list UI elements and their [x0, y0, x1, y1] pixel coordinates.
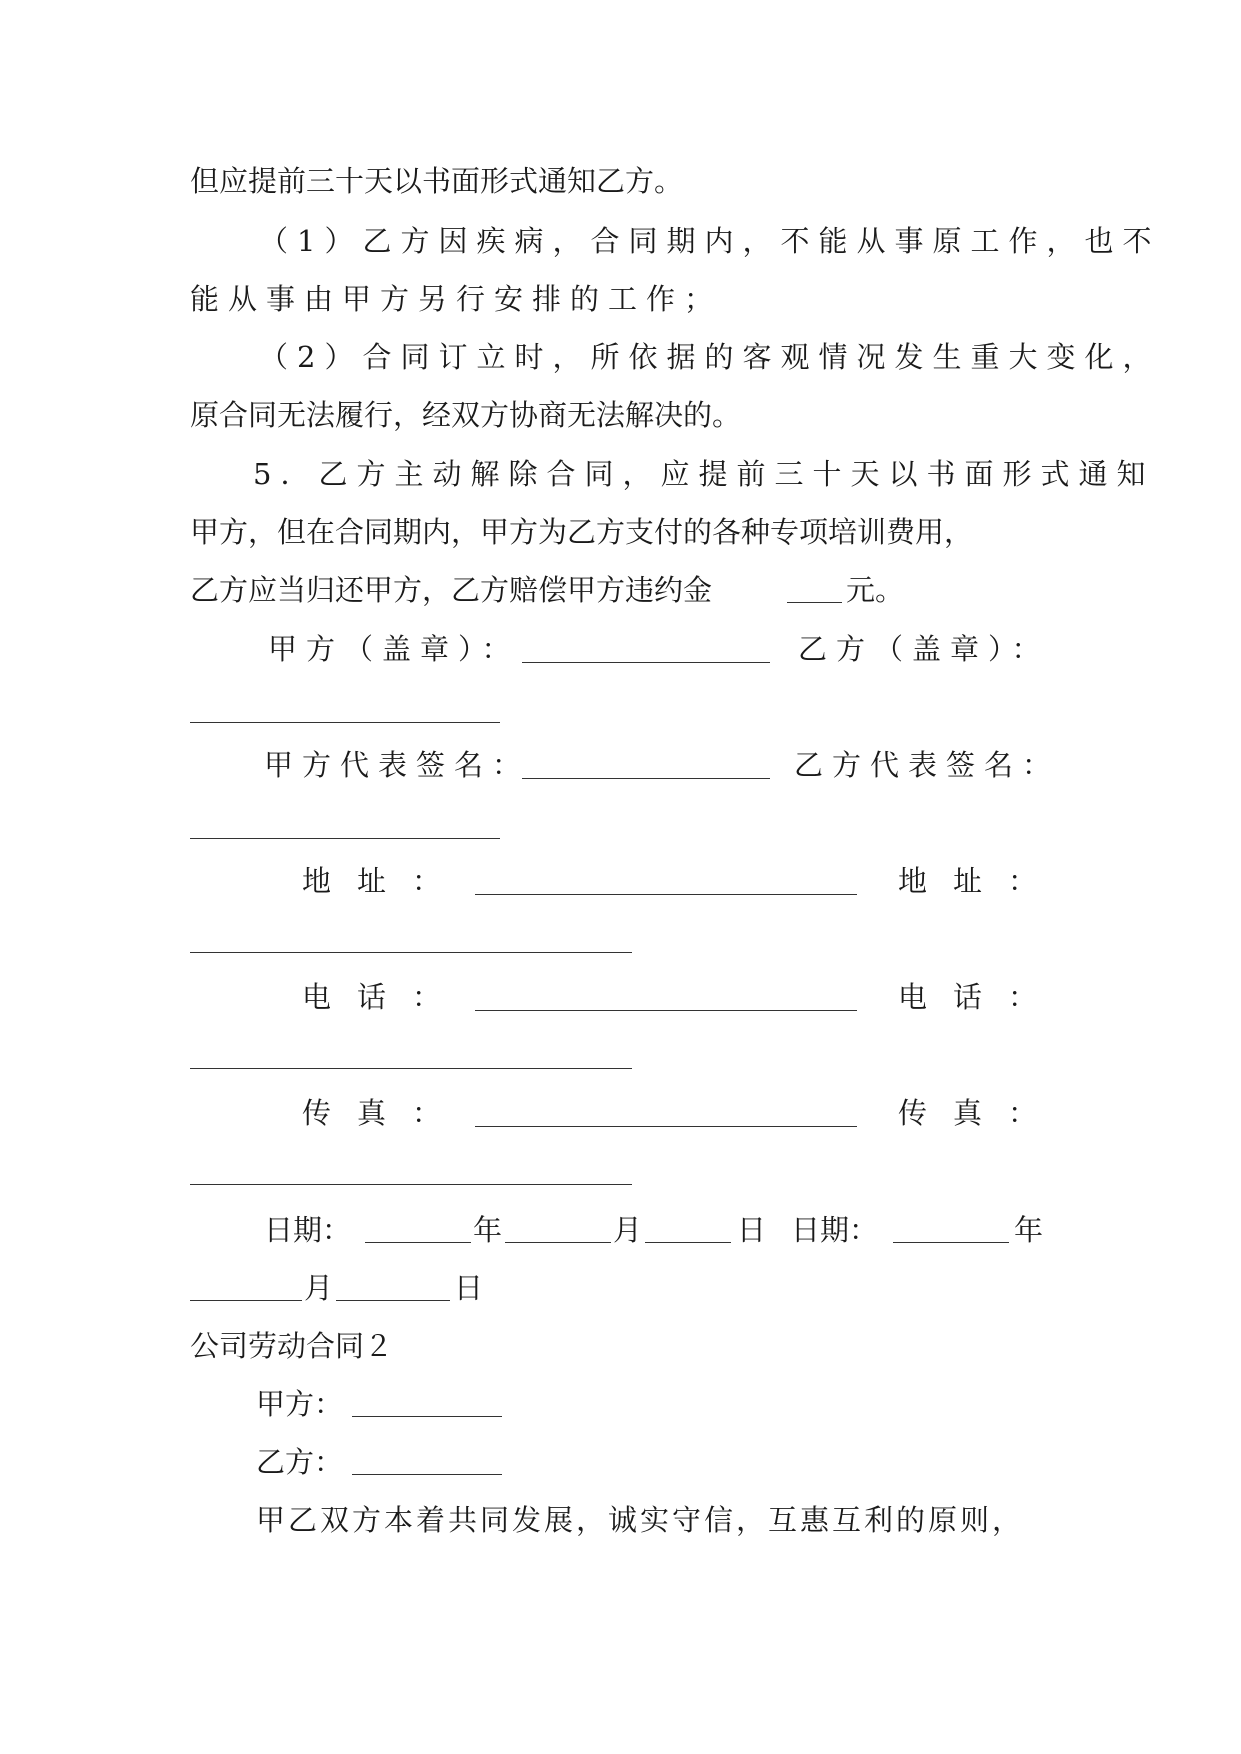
contract-2-intro: 甲乙双方本着共同发展，诚实守信，互惠互利的原则，: [256, 1503, 1025, 1537]
party-b-address-label: 地址：: [898, 864, 1064, 898]
day-label: 日: [737, 1213, 767, 1247]
contract-2-party-b-blank[interactable]: [352, 1474, 502, 1475]
contract-2-party-a-label: 甲方：: [256, 1387, 344, 1421]
party-b-seal-blank[interactable]: [190, 722, 500, 723]
paragraph-line: 乙方应当归还甲方，乙方赔偿甲方违约金: [190, 573, 713, 607]
paragraph-line: 甲方，但在合同期内，甲方为乙方支付的各种专项培训费用，: [190, 515, 974, 549]
paragraph-line: （2）合同订立时，所依据的客观情况发生重大变化，: [259, 340, 1161, 374]
party-a-phone-label: 电话：: [302, 980, 468, 1014]
party-b-phone-label: 电话：: [898, 980, 1064, 1014]
paragraph-line: 5．乙方主动解除合同，应提前三十天以书面形式通知: [253, 457, 1155, 491]
day-label: 日: [454, 1271, 484, 1305]
party-b-month-blank[interactable]: [190, 1300, 302, 1301]
year-label: 年: [1014, 1213, 1044, 1247]
paragraph-line: 原合同无法履行，经双方协商无法解决的。: [190, 398, 742, 432]
party-b-date-label: 日期：: [791, 1213, 879, 1247]
party-a-seal-blank[interactable]: [522, 662, 770, 663]
party-a-address-blank[interactable]: [475, 894, 857, 895]
party-b-address-blank[interactable]: [190, 952, 632, 953]
month-label: 月: [613, 1213, 643, 1247]
party-a-year-blank[interactable]: [365, 1242, 471, 1243]
party-b-fax-label: 传真：: [898, 1096, 1064, 1130]
penalty-amount-blank[interactable]: [787, 602, 842, 603]
party-b-rep-blank[interactable]: [190, 838, 500, 839]
paragraph-line-end: 元。: [846, 573, 905, 607]
party-a-date-label: 日期：: [264, 1213, 352, 1247]
party-a-address-label: 地址：: [302, 864, 468, 898]
party-b-phone-blank[interactable]: [190, 1068, 632, 1069]
party-a-fax-blank[interactable]: [475, 1126, 857, 1127]
party-a-seal-label: 甲方（盖章）：: [268, 632, 520, 666]
party-b-seal-label: 乙方（盖章）：: [798, 632, 1050, 666]
party-b-rep-label: 乙方代表签名：: [794, 748, 1061, 782]
party-b-fax-blank[interactable]: [190, 1184, 632, 1185]
party-a-day-blank[interactable]: [645, 1242, 731, 1243]
paragraph-line: 能从事由甲方另行安排的工作；: [190, 282, 723, 316]
contract-2-party-a-blank[interactable]: [352, 1416, 502, 1417]
party-a-rep-blank[interactable]: [522, 778, 770, 779]
party-a-phone-blank[interactable]: [475, 1010, 857, 1011]
party-a-rep-label: 甲方代表签名：: [264, 748, 531, 782]
party-b-day-blank[interactable]: [336, 1300, 450, 1301]
year-label: 年: [473, 1213, 503, 1247]
contract-2-title: 公司劳动合同２: [190, 1329, 394, 1363]
paragraph-line: （1）乙方因疾病，合同期内，不能从事原工作，也不: [259, 224, 1161, 258]
party-a-fax-label: 传真：: [302, 1096, 468, 1130]
party-a-month-blank[interactable]: [505, 1242, 611, 1243]
contract-2-party-b-label: 乙方：: [256, 1445, 344, 1479]
party-b-year-blank[interactable]: [893, 1242, 1009, 1243]
paragraph-line: 但应提前三十天以书面形式通知乙方。: [190, 164, 684, 198]
month-label: 月: [304, 1271, 334, 1305]
